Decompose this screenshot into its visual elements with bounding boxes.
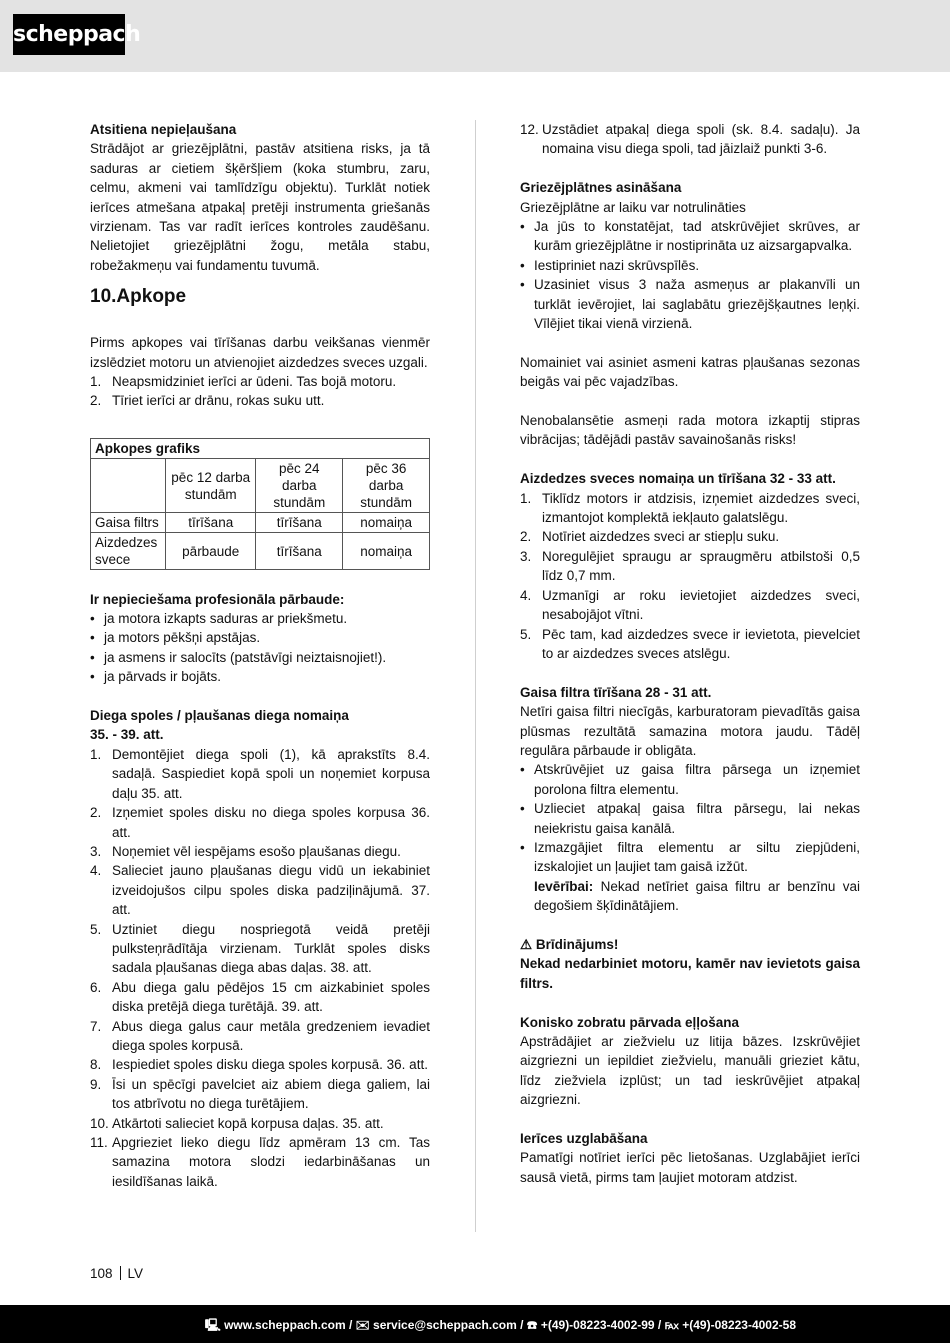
- unbalanced-text: Nenobalansētie asmeņi rada motora izkaptij stipras vibrācijas; tādējādi pastāv savainošanās risks!: [520, 413, 860, 448]
- item-text: ja asmens ir salocīts (patstāvīgi neiztaisnojiet!).: [104, 649, 387, 665]
- item-text: Atskrūvējiet uz gaisa filtra pārsega un izņemiet porolona filtra elementu.: [534, 762, 860, 797]
- item-text: Notīriet aizdedzes sveci ar stiepļu suku.: [542, 529, 780, 545]
- air-filter-text: Netīri gaisa filtri niecīgās, karburatoram pievadītās gaisa plūsmas rezultātā samazina motora jaudu. Tādēļ regulāra pārbaude ir obligāta.: [520, 704, 860, 758]
- list-item: • ja pārvads ir bojāts.: [90, 669, 222, 685]
- table-title: Apkopes grafiks: [91, 439, 430, 459]
- item-number: 7.: [90, 1018, 102, 1034]
- table-cell: nomaiņa: [343, 513, 430, 533]
- list-item: [90, 1075, 430, 1114]
- item-number: 5.: [90, 921, 102, 937]
- list-item: • Uzlieciet atpakaļ gaisa filtra pārsegu, lai nekas neiekristu gaisa kanālā.: [520, 801, 860, 836]
- item-text: Atkārtoti salieciet kopā korpusa daļas. 35. att.: [112, 1115, 384, 1131]
- list-item: • ja motora izkapts saduras ar priekšmetu.: [90, 611, 348, 627]
- item-text: Noregulējiet spraugu ar spraugmēru atbilstoši 0,5 līdz 0,7 mm.: [542, 548, 860, 584]
- table-cell: pārbaude: [166, 533, 256, 570]
- item-number: 2.: [90, 805, 102, 821]
- item-number: 6.: [90, 979, 102, 995]
- footer-contact: [205, 1316, 796, 1337]
- list-item: • Iestipriniet nazi skrūvspīlēs.: [520, 257, 700, 273]
- item-text: Uzstādiet atpakaļ diega spoli (sk. 8.4. sadaļu). Ja nomaina visu diega spoli, tad jāizlaiž punkti 3-6.: [542, 122, 860, 157]
- list-item: • Atskrūvējiet uz gaisa filtra pārsega un izņemiet porolona filtra elementu.: [520, 762, 860, 797]
- list-item: [90, 372, 430, 391]
- spool-heading: Diega spoles / pļaušanas diega nomaiņa: [90, 708, 349, 724]
- item-text: Tiklīdz motors ir atdzisis, izņemiet aizdedzes sveci, izmantojot komplektā iekļauto galatslēgu.: [542, 490, 860, 526]
- note-label: Ievērībai:: [534, 878, 594, 894]
- gear-text: Apstrādājiet ar ziežvielu uz litija bāzes. Izskrūvējiet aizgriezni un iepildiet ziežvielu, manuāli grieziet kātu, līdz ziežviela izplūst; un tad ieskrūvējiet atpakaļ aizgriezni.: [520, 1033, 860, 1108]
- pro-check-heading: Ir nepieciešama profesionāla pārbaude:: [90, 591, 345, 607]
- spool-steps: [90, 745, 430, 1191]
- item-number: 3.: [520, 548, 532, 564]
- kickback-heading: Atsitiena nepieļaušana: [90, 122, 237, 137]
- page-number-value: 108: [90, 1266, 113, 1281]
- air-filter-list: [520, 760, 860, 915]
- table-header: pēc 12 darba stundām: [166, 459, 256, 513]
- item-number: 9.: [90, 1076, 102, 1092]
- item-number: 8.: [90, 1057, 102, 1073]
- list-item: [520, 489, 860, 528]
- list-item: [520, 625, 860, 664]
- maintenance-intro: Pirms apkopes vai tīrīšanas darbu veikšanas vienmēr izslēdziet motoru un atvienojiet aizdedzes sveces uzgali.: [90, 335, 430, 370]
- item-text: Uzasiniet visus 3 naža asmeņus ar plakanvīli un turklāt ievērojiet, lai saglabātu griezējšķautnes leņķi. Vīlējiet tikai vienā virzienā.: [534, 277, 860, 332]
- list-item: [90, 1114, 430, 1133]
- item-text: Izmazgājiet filtra elementu ar siltu ziepjūdeni, izskalojiet un ļaujiet tam gaisā izžūt.: [534, 839, 860, 875]
- column-divider: [475, 120, 476, 1232]
- list-item: • Uzasiniet visus 3 naža asmeņus ar plakanvīli un turklāt ievērojiet, lai saglabātu griezējšķautnes leņķi. Vīlējiet tikai vienā virzienā.: [520, 277, 860, 332]
- header-bar: [0, 0, 950, 72]
- list-item: [90, 978, 430, 1017]
- air-filter-heading: Gaisa filtra tīrīšana 28 - 31 att.: [520, 684, 712, 700]
- table-row: [91, 513, 430, 533]
- list-item: [90, 1017, 430, 1056]
- storage-heading: Ierīces uzglabāšana: [520, 1131, 648, 1146]
- list-item: [90, 1055, 430, 1074]
- note-text: Nekad netīriet gaisa filtru ar benzīnu vai degošiem šķīdinātājiem.: [534, 878, 860, 914]
- list-item: [90, 745, 430, 803]
- sharpen-text: Griezējplātne ar laiku var notrulināties: [520, 199, 746, 215]
- sharpen-heading: Griezējplātnes asināšana: [520, 180, 682, 196]
- warning-icon: ⚠: [520, 936, 533, 952]
- item-number: 11.: [90, 1135, 108, 1151]
- warning-title: Brīdinājums!: [535, 936, 619, 952]
- item-text: Iespiediet spoles disku diega spoles korpusā. 36. att.: [112, 1057, 428, 1073]
- spark-plug-steps: [520, 489, 860, 664]
- spark-plug-heading: Aizdedzes sveces nomaiņa un tīrīšana 32 - 33 att.: [520, 471, 836, 487]
- item-number: 3.: [90, 843, 102, 859]
- table-cell: Gaisa filtrs: [91, 513, 166, 533]
- item-text: ja motora izkapts saduras ar priekšmetu.: [104, 611, 348, 627]
- warning-heading: [520, 935, 860, 954]
- item-text: Demontējiet diega spoli (1), kā aprakstīts 8.4. sadaļā. Saspiediet kopā spoli un noņemiet korpusa daļu 35. att.: [112, 746, 430, 801]
- list-item: • Ja jūs to konstatējat, tad atskrūvējiet skrūves, ar kurām griezējplātne ir nostiprināta uz aizsargapvalka.: [520, 219, 860, 254]
- storage-text: Pamatīgi notīriet ierīci pēc lietošanas. Uzglabājiet ierīci sausā vietā, pirms tam ļaujiet motoram atdzist.: [520, 1150, 860, 1185]
- item-number: 2.: [520, 529, 532, 545]
- item-text: ja pārvads ir bojāts.: [104, 669, 222, 685]
- list-item: [520, 586, 860, 625]
- table-header: pēc 24 darba stundām: [256, 459, 343, 513]
- item-text: Pēc tam, kad aizdedzes svece ir ievietota, pievelciet to ar aizdedzes sveces atslēgu.: [542, 626, 860, 661]
- item-text: Noņemiet vēl iespējams esošo pļaušanas diegu.: [112, 843, 401, 859]
- kickback-text: Strādājot ar griezējplātni, pastāv atsitiena risks, ja tā saduras ar cietiem šķēršļiem (koka stumbru, zaru, celmu, akmeni vai tamlīdzīgu objektu). Turklāt notiek ierīces atmešana atpakaļ pretēji instrumenta griešanās virzienam. Tas var radīt ierīces kontroles zaudēšanu. Nelietojiet griezējplātni žogu, metāla stabu, robežakmeņu vai fundamentu tuvumā.: [90, 141, 430, 273]
- table-header: pēc 36 darba stundām: [343, 459, 430, 513]
- item-text: Salieciet jauno pļaušanas diegu vidū un iekabiniet izveidojušos cilpu spoles diska padziļinājumā. 37. att.: [112, 863, 430, 918]
- list-item: • Izmazgājiet filtra elementu ar siltu ziepjūdeni, izskalojiet un ļaujiet tam gaisā izžūt.: [520, 839, 860, 875]
- item-text: Tīriet ierīci ar drānu, rokas suku utt.: [112, 393, 325, 409]
- footer-text: www.scheppach.com / ✉ service@scheppach.com / ☎ +(49)-08223-4002-99 / ℻ +(49)-08223-4002-58: [224, 1318, 796, 1332]
- item-number: 5.: [520, 626, 532, 642]
- pro-check-list: [90, 609, 430, 687]
- monitor-icon: 🖳: [204, 1318, 221, 1332]
- maintenance-steps: [90, 372, 430, 411]
- item-text: Izņemiet spoles disku no diega spoles korpusa 36. att.: [112, 805, 430, 840]
- maintenance-schedule-table: [90, 438, 430, 570]
- section-number: 10.: [90, 286, 117, 308]
- gear-heading: Konisko zobratu pārvada eļļošana: [520, 1014, 740, 1030]
- footer-bar: [0, 1305, 950, 1343]
- table-cell: nomaiņa: [343, 533, 430, 570]
- sharpen-list: [520, 217, 860, 333]
- page-number: [90, 1265, 143, 1282]
- warning-text: Nekad nedarbiniet motoru, kamēr nav ievietots gaisa filtrs.: [520, 956, 860, 991]
- list-item: [90, 391, 430, 410]
- brand-logo: scheppach: [13, 14, 125, 55]
- item-text: Abus diega galus caur metāla gredzeniem ievadiet diega spoles korpusā.: [112, 1018, 430, 1053]
- table-row: [91, 533, 430, 570]
- page-language: LV: [127, 1266, 144, 1281]
- list-item: [520, 527, 860, 546]
- list-item: • ja motors pēkšņi apstājas.: [90, 630, 261, 646]
- item-number: 4.: [520, 587, 532, 603]
- left-column: [90, 120, 430, 1191]
- item-text: Īsi un spēcīgi pavelciet aiz abiem diega galiem, lai tos atbrīvotu no diega turētājiem.: [112, 1076, 430, 1112]
- item-number: 12.: [520, 122, 539, 137]
- list-item: [90, 861, 430, 919]
- item-text: Abu diega galu pēdējos 15 cm aizkabiniet spoles diska pretējā diega turētājā. 39. att.: [112, 979, 430, 1015]
- item-text: Neapsmidziniet ierīci ar ūdeni. Tas bojā motoru.: [112, 374, 397, 390]
- item-text: Uzlieciet atpakaļ gaisa filtra pārsegu, lai nekas neiekristu gaisa kanālā.: [534, 801, 860, 836]
- item-number: 1.: [90, 746, 102, 762]
- spool-heading-figures: 35. - 39. att.: [90, 727, 164, 743]
- list-item: [520, 547, 860, 586]
- list-item: [90, 1133, 430, 1191]
- item-number: 10.: [90, 1115, 109, 1131]
- item-number: 4.: [90, 863, 102, 879]
- replace-text: Nomainiet vai asiniet asmeni katras pļaušanas sezonas beigās vai pēc vajadzības.: [520, 354, 860, 390]
- note: [520, 877, 860, 916]
- table-cell: tīrīšana: [256, 513, 343, 533]
- item-text: Ja jūs to konstatējat, tad atskrūvējiet skrūves, ar kurām griezējplātne ir nostiprināta uz aizsargapvalka.: [534, 219, 860, 254]
- list-item: [90, 803, 430, 842]
- table-corner: [91, 459, 166, 513]
- item-number: 1.: [90, 374, 102, 390]
- table-cell: Aizdedzes svece: [91, 533, 166, 570]
- list-item: [90, 842, 430, 861]
- right-column: [520, 120, 860, 1187]
- item-number: 1.: [520, 490, 532, 506]
- list-item: [90, 920, 430, 978]
- list-item: [520, 120, 860, 159]
- item-text: Uzmanīgi ar roku ievietojiet aizdedzes sveci, nesabojājot vītni.: [542, 587, 860, 623]
- section-heading: [90, 285, 430, 309]
- item-text: ja motors pēkšņi apstājas.: [104, 630, 261, 646]
- table-cell: tīrīšana: [166, 513, 256, 533]
- section-title: Apkope: [116, 286, 187, 308]
- item-number: 2.: [90, 393, 102, 409]
- table-cell: tīrīšana: [256, 533, 343, 570]
- item-text: Uztiniet diegu nospriegotā veidā pretēji pulksteņrādītāja virzienam. Turklāt spoles disks sadala pļaušanas diega abas daļas. 38. att.: [112, 921, 430, 976]
- list-item: • ja asmens ir salocīts (patstāvīgi neiztaisnojiet!).: [90, 649, 387, 665]
- item-text: Apgrieziet lieko diegu līdz apmēram 13 cm. Tas samazina motora slodzi iedarbināšanas un iesildīšanas laikā.: [112, 1135, 430, 1189]
- item-text: Iestipriniet nazi skrūvspīlēs.: [534, 257, 700, 273]
